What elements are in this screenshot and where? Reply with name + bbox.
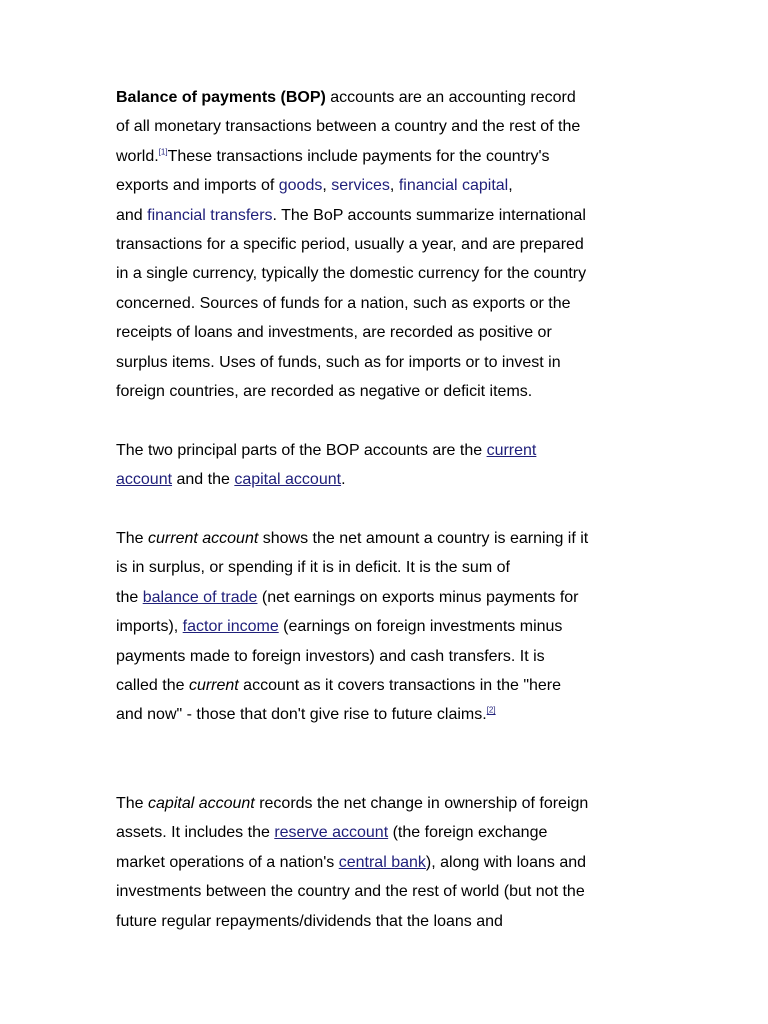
citation-1[interactable] <box>159 147 168 156</box>
text-line <box>116 671 656 700</box>
link-services[interactable]: services <box>331 177 390 195</box>
italic-term: current account <box>148 530 259 547</box>
text-run: The <box>116 795 149 812</box>
citation-2[interactable] <box>487 706 496 715</box>
text-run: records the net change in ownership of foreign <box>254 795 589 812</box>
text-run: called the <box>116 676 189 694</box>
text-run: The <box>116 530 149 547</box>
text-run: (earnings on foreign investments minus <box>278 618 563 636</box>
text-line <box>116 700 656 729</box>
link-capital-account[interactable]: capital account <box>234 471 342 489</box>
text-run: and now" - those that don't give rise to future claims. <box>116 706 487 724</box>
text-line <box>116 465 656 494</box>
text-line <box>116 818 656 847</box>
text-line: of all monetary transactions between a country and the rest of the <box>116 118 581 136</box>
text-run: , <box>322 177 332 195</box>
text-run: exports and imports of <box>116 177 279 195</box>
text-line <box>116 789 656 818</box>
citation-link-1[interactable]: [1] <box>158 147 168 157</box>
link-reserve-account[interactable]: reserve account <box>274 824 389 842</box>
paragraph-bop-intro <box>116 83 656 406</box>
text-line <box>116 83 656 112</box>
bold-term-bop: Balance of payments (BOP) <box>116 89 326 106</box>
text-run: and the <box>172 471 235 489</box>
text-line <box>116 583 656 612</box>
text-run: assets. It includes the <box>116 824 275 842</box>
link-current-account[interactable]: current <box>486 442 537 459</box>
text-run: imports), <box>116 618 183 636</box>
text-line <box>116 171 656 200</box>
text-line: transactions for a specific period, usually a year, and are prepared <box>116 235 584 253</box>
text-run: These transactions include payments for the country's <box>167 147 550 165</box>
text-line <box>116 201 656 230</box>
text-run: (net earnings on exports minus payments for <box>257 588 579 606</box>
text-run: . <box>341 471 346 489</box>
text-run: ), along with loans and <box>425 853 587 871</box>
paragraph-current-account <box>116 524 656 730</box>
link-goods[interactable]: goods <box>278 177 323 195</box>
italic-term: current <box>188 676 239 694</box>
text-line <box>116 848 656 877</box>
text-line: surplus items. Uses of funds, such as for imports or to invest in <box>116 353 561 371</box>
text-run: the <box>116 588 143 606</box>
text-line: foreign countries, are recorded as negative or deficit items. <box>116 382 533 400</box>
link-factor-income[interactable]: factor income <box>182 618 279 636</box>
text-line: investments between the country and the rest of world (but not the <box>116 883 585 901</box>
text-run: accounts are an accounting record <box>325 89 576 106</box>
text-line: concerned. Sources of funds for a nation, such as exports or the <box>116 294 571 312</box>
text-run: (the foreign exchange <box>388 824 548 842</box>
link-current-account-cont[interactable]: account <box>116 471 173 489</box>
italic-term: capital account <box>148 795 255 812</box>
text-run: market operations of a nation's <box>116 853 339 871</box>
link-central-bank[interactable]: central bank <box>338 853 426 871</box>
text-line: future regular repayments/dividends that the loans and <box>116 912 503 930</box>
text-line: payments made to foreign investors) and cash transfers. It is <box>116 647 545 665</box>
text-run: , <box>389 177 399 195</box>
text-line <box>116 142 656 171</box>
link-balance-of-trade[interactable]: balance of trade <box>142 588 258 606</box>
link-financial-capital[interactable]: financial capital <box>398 177 509 195</box>
text-run: shows the net amount a country is earning if it <box>258 530 589 547</box>
text-run: The two principal parts of the BOP accounts are the <box>116 442 487 459</box>
text-run: , <box>508 177 513 195</box>
citation-link-2[interactable]: [2] <box>486 706 496 716</box>
link-financial-transfers[interactable]: financial transfers <box>147 206 273 224</box>
text-run: and <box>116 206 148 224</box>
text-run: . The BoP accounts summarize international <box>272 206 586 224</box>
text-run: account as it covers transactions in the "here <box>238 676 562 694</box>
text-line: is in surplus, or spending if it is in deficit. It is the sum of <box>116 559 510 577</box>
text-line: in a single currency, typically the domestic currency for the country <box>116 265 587 283</box>
paragraph-principal-parts <box>116 436 656 495</box>
text-line <box>116 524 656 553</box>
text-line: receipts of loans and investments, are recorded as positive or <box>116 324 552 342</box>
text-line <box>116 436 656 465</box>
text-line <box>116 612 656 641</box>
text-run: world. <box>116 147 159 165</box>
paragraph-capital-account <box>116 789 656 936</box>
